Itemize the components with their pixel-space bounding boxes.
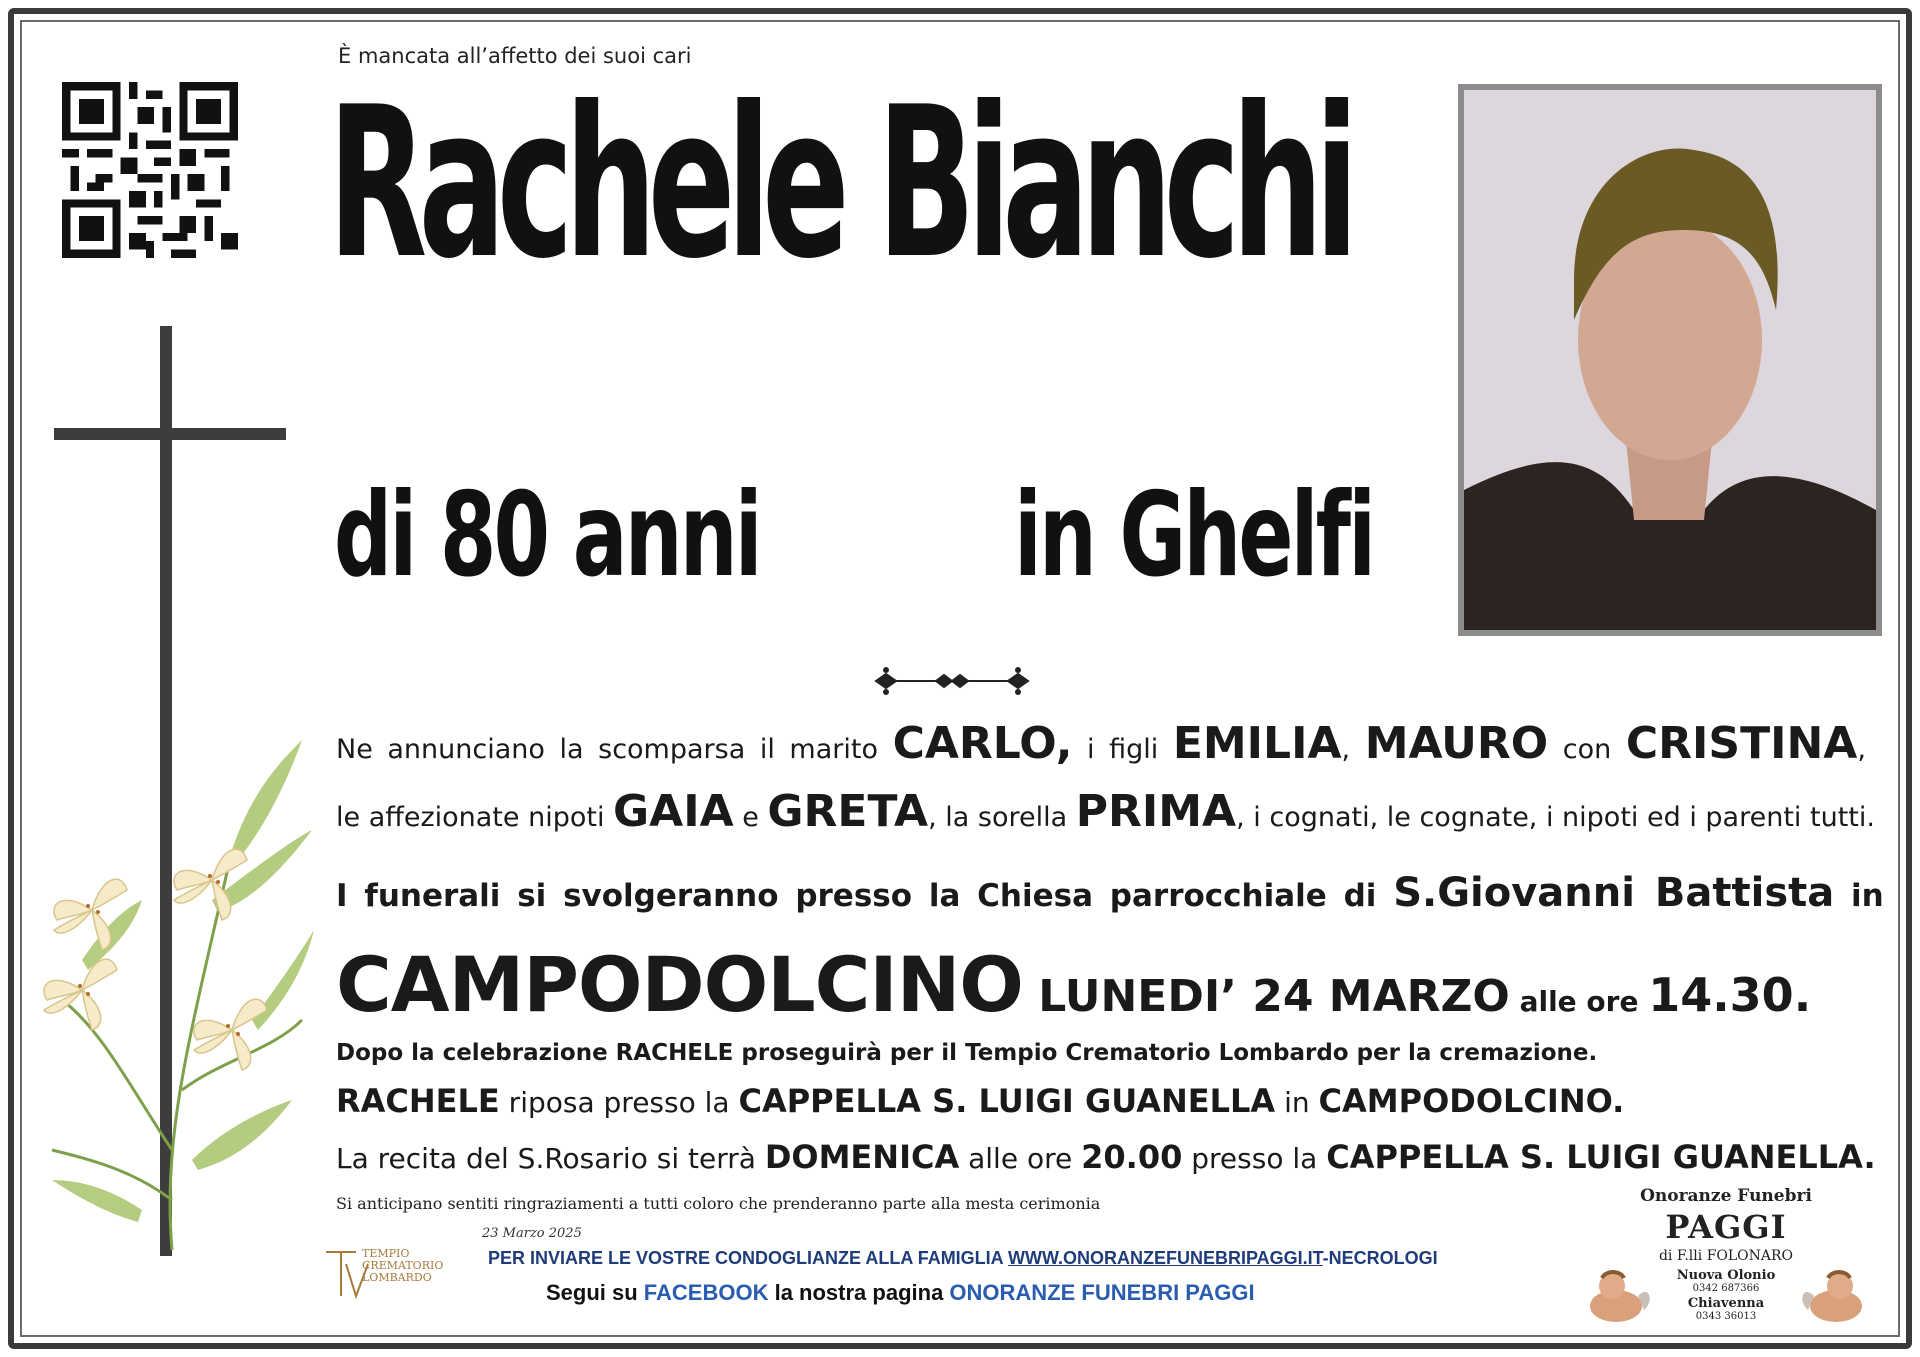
facebook-line: Segui su FACEBOOK la nostra pagina ONORANZE FUNEBRI PAGGI — [546, 1280, 1255, 1305]
agency-location-2: Chiavenna — [1687, 1296, 1765, 1311]
cross-bar — [54, 428, 286, 440]
cremation-line: Dopo la celebrazione RACHELE proseguirà per il Tempio Crematorio Lombardo per la cremazione. — [336, 1040, 1598, 1066]
cherub-left-icon — [1576, 1266, 1656, 1330]
notice-date: 23 Marzo 2025 — [482, 1226, 582, 1241]
agency-phone-1: 0342 687366 — [1692, 1283, 1760, 1294]
cherub-right-icon — [1796, 1266, 1876, 1330]
agency-name: PAGGI — [1665, 1208, 1787, 1246]
deceased-age: di 80 anni — [334, 468, 760, 603]
agency-location-1: Nuova Olonio — [1676, 1268, 1776, 1283]
rest-line: RACHELE riposa presso la CAPPELLA S. LUIGI GUANELLA in CAMPODOLCINO. — [336, 1082, 1625, 1120]
funeral-line-1: I funerali si svolgeranno presso la Chiesa parrocchiale di S.Giovanni Battista in — [336, 870, 1884, 916]
portrait-photo — [1458, 84, 1882, 636]
qr-code-icon[interactable] — [62, 82, 238, 258]
condolences-line: PER INVIARE LE VOSTRE CONDOGLIANZE ALLA FAMIGLIA WWW.ONORANZEFUNEBRIPAGGI.IT-NECROLOGI — [488, 1248, 1438, 1268]
divider-ornament-icon — [872, 664, 1032, 698]
rosary-line: La recita del S.Rosario si terrà DOMENICA alle ore 20.00 presso la CAPPELLA S. LUIGI GUANELLA. — [336, 1138, 1876, 1176]
deceased-name: Rachele Bianchi — [328, 63, 1351, 305]
announcement-line-1: Ne annunciano la scomparsa il marito CARLO, i figli EMILIA, MAURO con CRISTINA, — [336, 718, 1866, 769]
facebook-page-link[interactable]: ONORANZE FUNEBRI PAGGI — [949, 1280, 1255, 1305]
agency-owners: di F.lli FOLONARO — [1658, 1248, 1794, 1264]
website-link[interactable]: WWW.ONORANZEFUNEBRIPAGGI.IT — [1008, 1248, 1323, 1268]
intro-text: È mancata all’affetto dei suoi cari — [338, 44, 692, 68]
portrait-image — [1464, 90, 1876, 630]
agency-line-1: Onoranze Funebri — [1640, 1186, 1812, 1206]
tempio-crematorio-text: TEMPIO CREMATORIO LOMBARDO — [362, 1247, 444, 1285]
facebook-link[interactable]: FACEBOOK — [643, 1280, 769, 1305]
agency-phone-2: 0343 36013 — [1695, 1311, 1757, 1322]
married-name: in Ghelfi — [1014, 468, 1374, 603]
lily-flowers-icon — [22, 730, 322, 1260]
funeral-line-2: CAMPODOLCINO LUNEDI’ 24 MARZO alle ore 14.30. — [336, 940, 1812, 1029]
funeral-agency-block — [1576, 1186, 1876, 1330]
announcement-line-2: le affezionate nipoti GAIA e GRETA, la sorella PRIMA, i cognati, le cognate, i nipoti ed i parenti tutti. — [336, 786, 1875, 837]
thanks-note: Si anticipano sentiti ringraziamenti a tutti coloro che prenderanno parte alla mesta cerimonia — [336, 1194, 1101, 1213]
